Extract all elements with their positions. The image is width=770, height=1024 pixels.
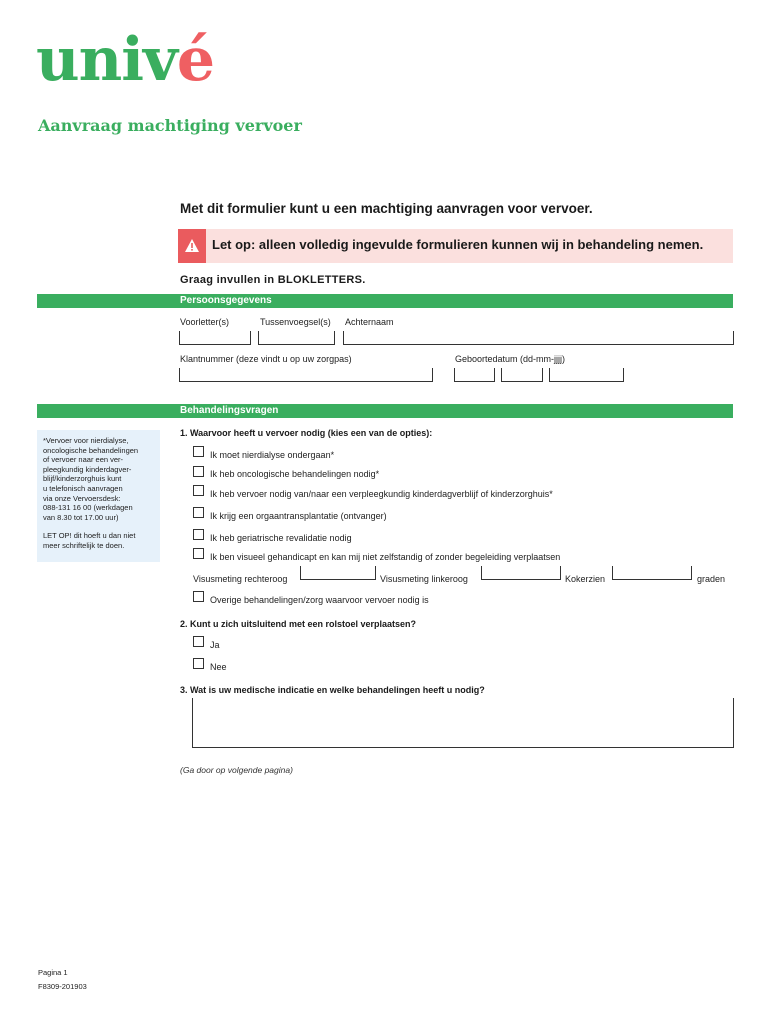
logo-accent: é bbox=[176, 25, 215, 95]
unive-logo bbox=[36, 25, 215, 95]
sidebar-warning-text: LET OP! dit hoeft u dan niet meer schriftelijk te doen. bbox=[43, 531, 136, 550]
checkbox-yes[interactable] bbox=[193, 636, 204, 647]
vision-right-label: Visusmeting rechteroog bbox=[193, 574, 288, 584]
checkbox-dialysis[interactable] bbox=[193, 446, 204, 457]
vision-left-input[interactable] bbox=[481, 566, 561, 580]
surname-label: Achternaam bbox=[345, 317, 394, 327]
option-label: Ik krijg een orgaantransplantatie (ontvanger) bbox=[210, 511, 387, 521]
field-of-view-label: Kokerzien bbox=[565, 574, 606, 584]
prefix-input[interactable] bbox=[258, 331, 335, 345]
client-number-input[interactable] bbox=[179, 368, 433, 382]
initials-label: Voorletter(s) bbox=[180, 317, 230, 327]
form-code: F8309-201903 bbox=[38, 982, 87, 991]
checkbox-visually-impaired[interactable] bbox=[193, 548, 204, 559]
intro-text: Met dit formulier kunt u een machtiging aanvragen voor vervoer. bbox=[180, 201, 593, 216]
vision-left-label: Visusmeting linkeroog bbox=[380, 574, 468, 584]
sidebar-note bbox=[37, 430, 160, 562]
birthdate-label: Geboortedatum (dd-mm-jjjj) bbox=[455, 354, 566, 364]
option-label: Ik heb geriatrische revalidatie nodig bbox=[210, 533, 352, 543]
checkbox-other[interactable] bbox=[193, 591, 204, 602]
sidebar-note-text: *Vervoer voor nierdialyse, oncologische behandelingen of vervoer naar een ver- pleegkundig kinderdagver- blijf/kinderzorghuis kunt u telefonisch aanvragen via onze Vervoersdesk: 088-131 16 00 (werkdagen van 8.30 tot 17.00 uur) bbox=[43, 436, 139, 522]
page-number: Pagina 1 bbox=[38, 968, 68, 977]
surname-input[interactable] bbox=[343, 331, 734, 345]
logo-text: univ bbox=[36, 25, 177, 95]
prefix-label: Tussenvoegsel(s) bbox=[260, 317, 331, 327]
blockletters-note: Graag invullen in BLOKLETTERS. bbox=[180, 274, 366, 286]
warning-banner bbox=[178, 229, 733, 263]
checkbox-transplant[interactable] bbox=[193, 507, 204, 518]
medical-indication-textarea[interactable] bbox=[192, 698, 734, 748]
birth-day-input[interactable] bbox=[454, 368, 495, 382]
section-title: Persoonsgegevens bbox=[180, 295, 272, 306]
question-3: 3. Wat is uw medische indicatie en welke behandelingen heeft u nodig? bbox=[180, 685, 485, 695]
option-label: Ik moet nierdialyse ondergaan* bbox=[210, 450, 335, 460]
section-header-treatment bbox=[37, 404, 733, 418]
checkbox-geriatric[interactable] bbox=[193, 529, 204, 540]
section-title: Behandelingsvragen bbox=[180, 405, 279, 416]
question-2: 2. Kunt u zich uitsluitend met een rolstoel verplaatsen? bbox=[180, 619, 417, 629]
option-label: Ik heb vervoer nodig van/naar een verpleegkundig kinderdagverblijf of kinderzorghuis* bbox=[210, 489, 553, 499]
continue-note: (Ga door op volgende pagina) bbox=[180, 765, 293, 775]
checkbox-no[interactable] bbox=[193, 658, 204, 669]
warning-triangle-icon bbox=[184, 238, 200, 253]
option-label: Overige behandelingen/zorg waarvoor vervoer nodig is bbox=[210, 595, 429, 605]
checkbox-oncology[interactable] bbox=[193, 466, 204, 477]
degrees-label: graden bbox=[697, 574, 726, 584]
vision-right-input[interactable] bbox=[300, 566, 376, 580]
field-of-view-input[interactable] bbox=[612, 566, 692, 580]
section-header-personal bbox=[37, 294, 733, 308]
client-number-label: Klantnummer (deze vindt u op uw zorgpas) bbox=[180, 354, 352, 364]
page-title: Aanvraag machtiging vervoer bbox=[38, 116, 302, 135]
initials-input[interactable] bbox=[179, 331, 251, 345]
birth-year-input[interactable] bbox=[549, 368, 624, 382]
option-label: Nee bbox=[210, 662, 227, 672]
warning-text: Let op: alleen volledig ingevulde formulieren kunnen wij in behandeling nemen. bbox=[212, 237, 704, 252]
option-label: Ik ben visueel gehandicapt en kan mij niet zelfstandig of zonder begeleiding verplaatsen bbox=[210, 552, 561, 562]
question-1: 1. Waarvoor heeft u vervoer nodig (kies een van de opties): bbox=[180, 428, 433, 438]
option-label: Ja bbox=[210, 640, 220, 650]
warning-badge bbox=[178, 229, 206, 263]
option-label: Ik heb oncologische behandelingen nodig* bbox=[210, 469, 380, 479]
birth-month-input[interactable] bbox=[501, 368, 543, 382]
checkbox-daycare[interactable] bbox=[193, 485, 204, 496]
